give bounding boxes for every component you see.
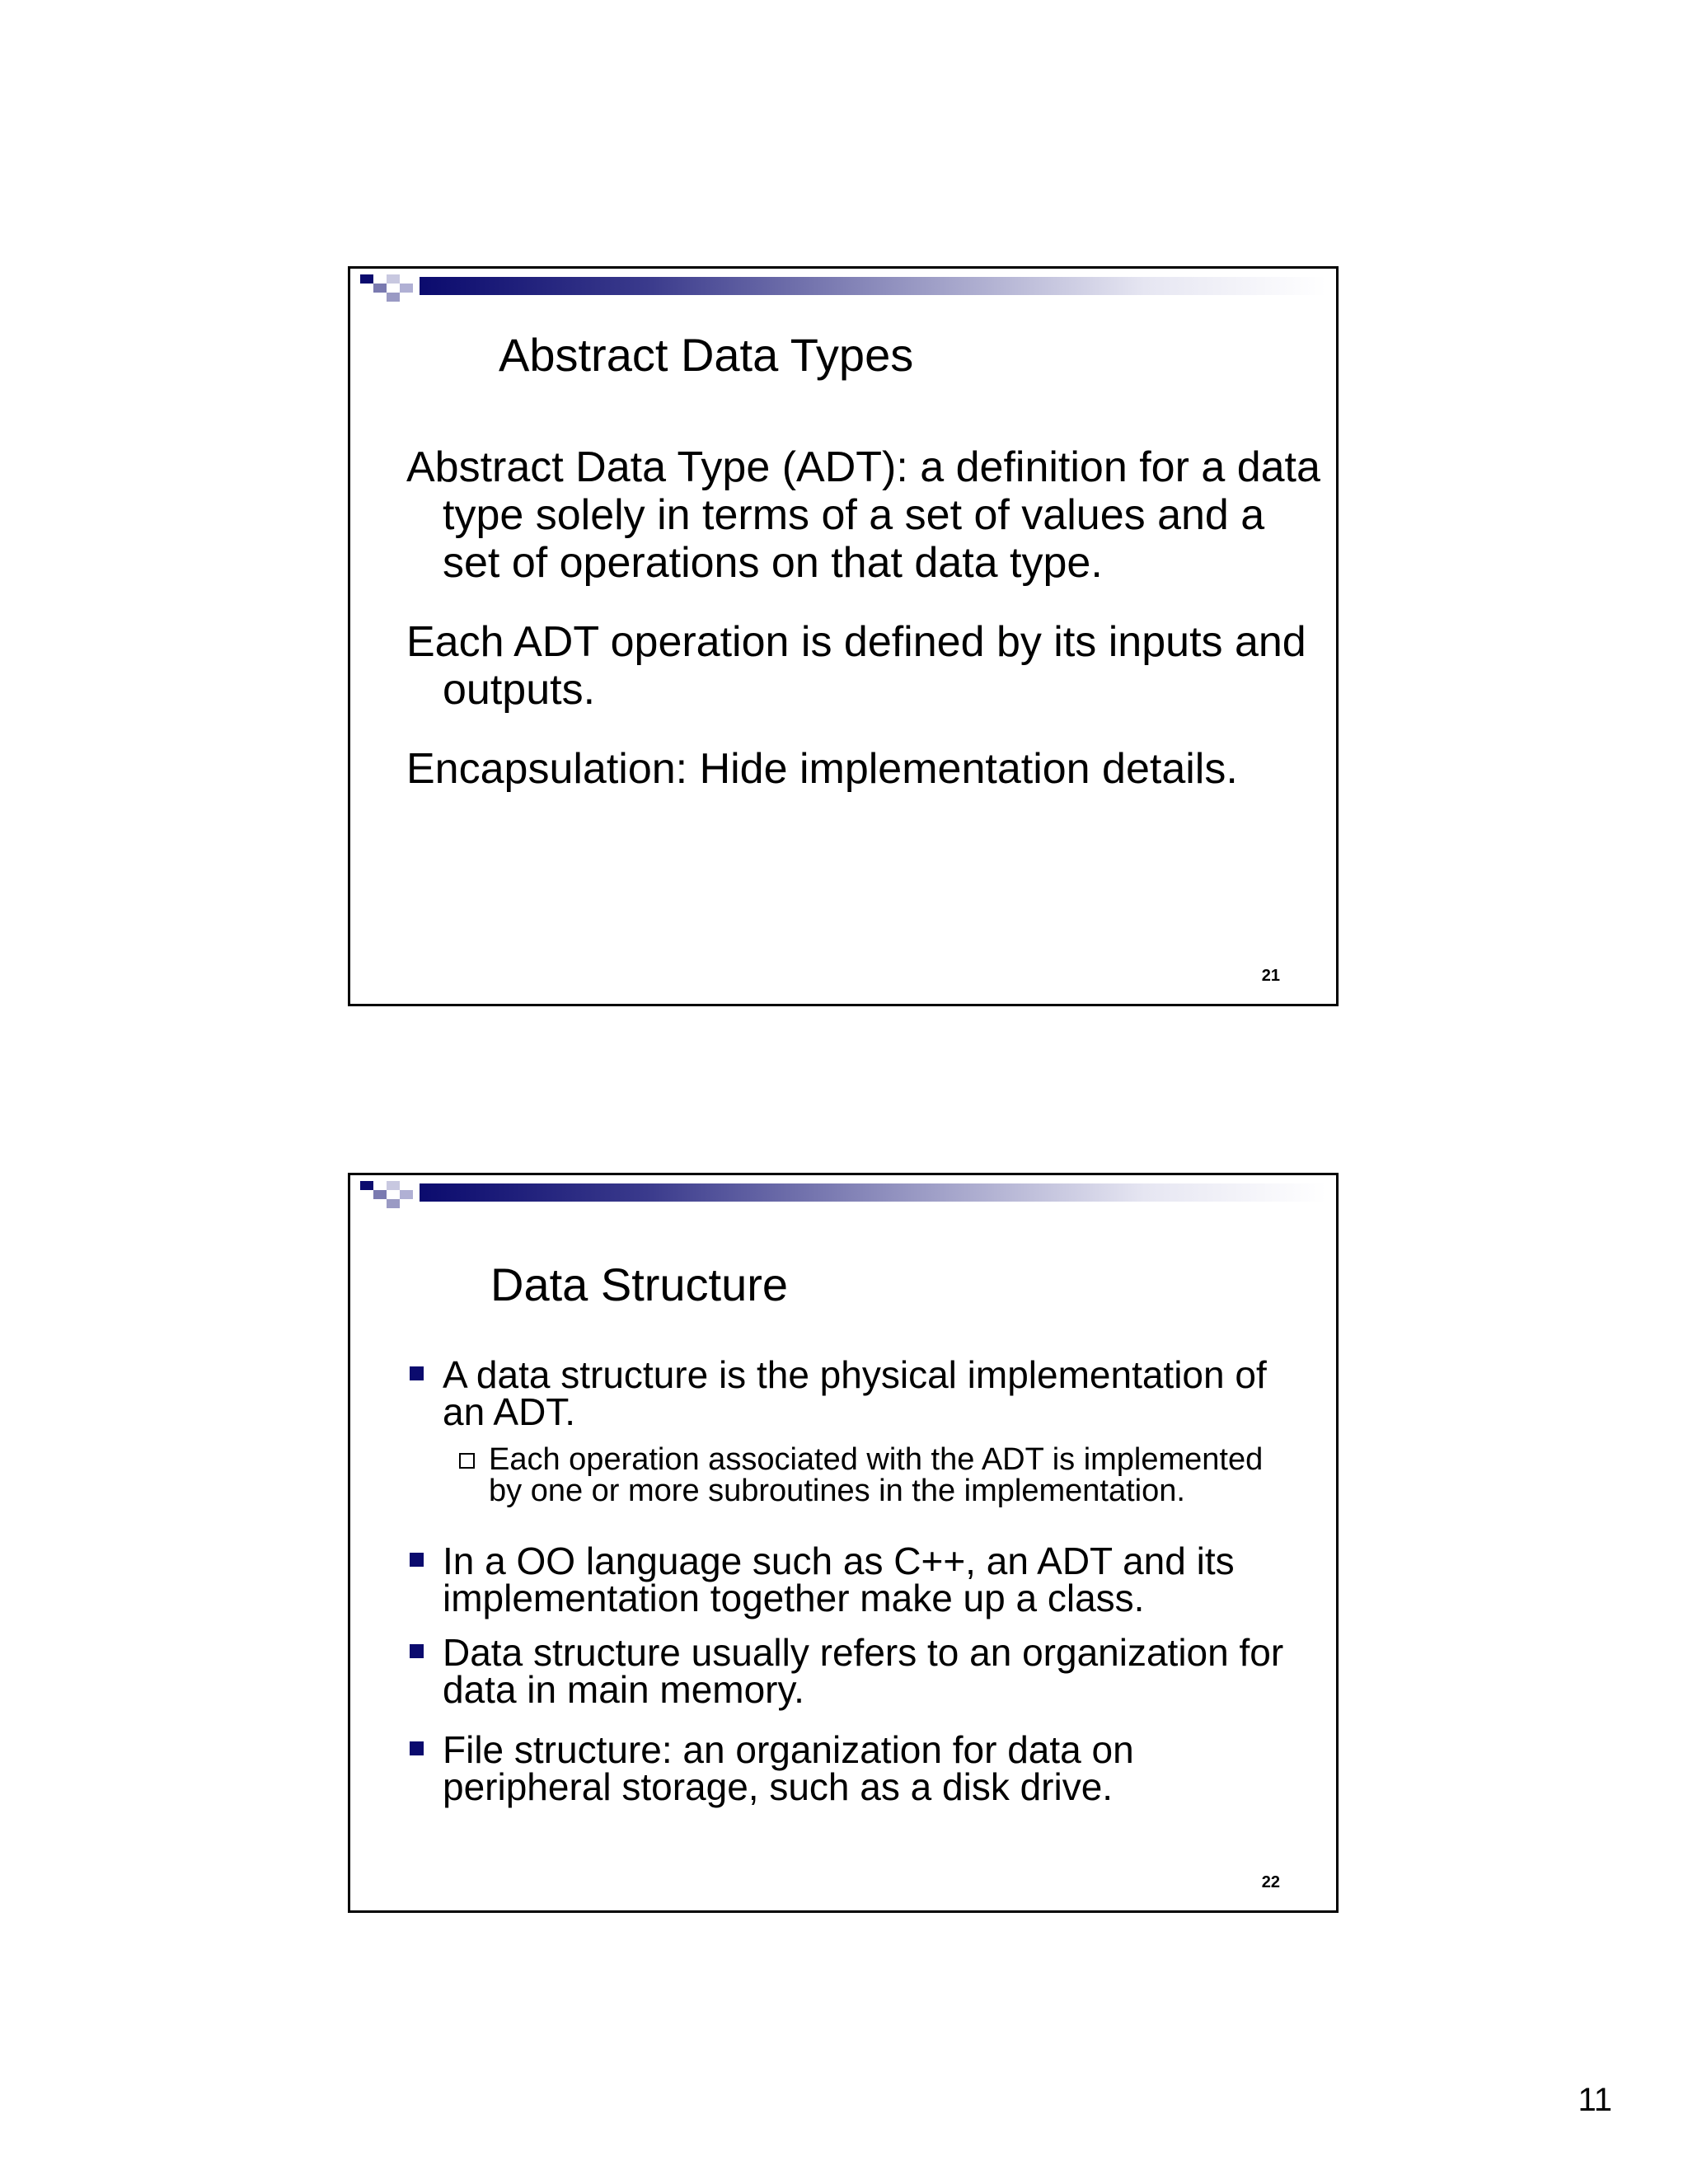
square-bullet-icon [410,1553,424,1567]
slide-title: Abstract Data Types [499,329,914,381]
sub-bullet-item [459,1444,1283,1507]
slide-data-structure [348,1173,1339,1913]
slide-number: 22 [1261,1873,1280,1891]
pixel-decoration-icon [360,1179,426,1215]
bullet-text: A data structure is the physical implementation of an ADT. [443,1353,1267,1433]
square-bullet-icon [410,1366,424,1380]
paragraph-adt-definition: Abstract Data Type (ADT): a definition for a data type solely in terms of a set of values and a set of operations on that data type. [406,443,1320,587]
bullet-text: File structure: an organization for data on peripheral storage, such as a disk drive. [443,1728,1134,1808]
bullet-item [406,1631,1296,1711]
paragraph-adt-operation: Each ADT operation is defined by its inputs and outputs. [406,618,1306,714]
page-number: 11 [1578,2082,1612,2118]
hollow-square-bullet-icon [459,1453,475,1469]
square-bullet-icon [410,1644,424,1658]
square-bullet-icon [410,1741,424,1755]
bullet-item [406,1540,1296,1619]
bullet-text: Data structure usually refers to an organization for data in main memory. [443,1631,1284,1711]
slide-number: 21 [1261,967,1280,985]
bullet-text: In a OO language such as C++, an ADT and its implementation together make up a class. [443,1540,1235,1619]
pixel-decoration-icon [360,272,426,308]
header-gradient-bar [420,277,1326,295]
slide-title: Data Structure [490,1258,789,1310]
header-gradient-bar [420,1183,1326,1202]
sub-bullet-text: Each operation associated with the ADT is implemented by one or more subroutines in the implementation. [489,1442,1264,1508]
slide-abstract-data-types [348,266,1339,1006]
bullet-item [406,1353,1296,1433]
bullet-item [406,1728,1296,1808]
paragraph-encapsulation: Encapsulation: Hide implementation details. [406,745,1238,793]
